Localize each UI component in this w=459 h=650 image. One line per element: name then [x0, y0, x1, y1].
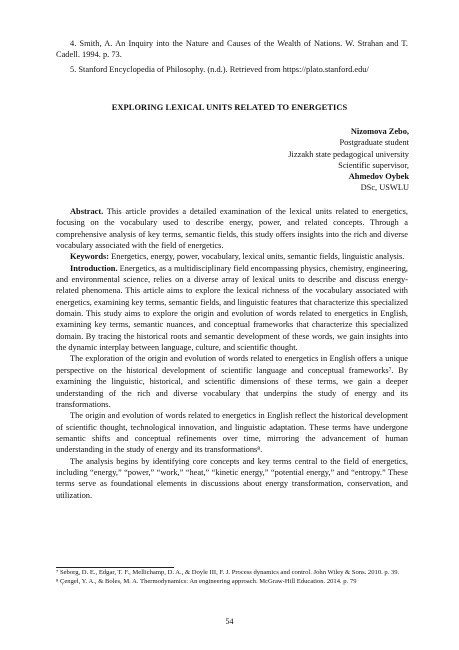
- author-university: Jizzakh state pedagogical university: [288, 149, 409, 159]
- author-name: Nizomova Zebo,: [350, 127, 409, 136]
- author-block: [288, 126, 409, 194]
- author-position: Postgraduate student: [339, 138, 409, 148]
- article-body: [56, 206, 408, 501]
- supervisor-name: Ahmedov Oybek: [348, 172, 409, 182]
- reference-item: 5. Stanford Encyclopedia of Philosophy. (n.d.). Retrieved from https://plato.stanford.edu/: [70, 64, 369, 74]
- keywords-text: Energetics, energy, power, vocabulary, lexical units, semantic fields, linguistic analysis.: [109, 252, 405, 262]
- footnotes: [56, 569, 408, 587]
- footnote-divider: [56, 567, 174, 568]
- reference-list: [56, 38, 408, 78]
- abstract-text: This article provides a detailed examination of the lexical units related to energetics, focusing on the vocabulary used to describe energy, power, and related concepts. Through a comprehensive analysis of key terms, semantic fields, this study offers insights into the rich and diverse vocabulary associated with the field of energetics.: [56, 207, 408, 251]
- abstract-label: Abstract.: [70, 207, 104, 216]
- supervisor-label: Scientific supervisor,: [338, 160, 409, 170]
- body-paragraph: The analysis begins by identifying core concepts and key terms central to the field of energetics, including “energy,” “power,” “work,” “heat,” “kinetic energy,” “potential energy,” and “entropy.” These terms serve as foundational elements in discussions about energy transformation, conservation, and utilization.: [56, 456, 408, 500]
- body-paragraph: The exploration of the origin and evolution of words related to energetics in English offers a unique perspective on the historical development of scientific language and conceptual frameworks⁷. By examining the linguistic, historical, and scientific dimensions of these terms, we gain a deeper understanding of the rich and diverse vocabulary that underpins the study of energy and its transformations.: [56, 354, 408, 409]
- introduction-label: Introduction.: [70, 263, 118, 273]
- keywords-label: Keywords:: [70, 252, 110, 262]
- page-number: 54: [225, 617, 234, 626]
- keywords-paragraph: [56, 251, 408, 262]
- body-paragraph: The origin and evolution of words related to energetics in English reflect the historical development of scientific thought, technological innovation, and linguistic adaptation. These terms have undergone semantic shifts and conceptual refinements over time, mirroring the advancement of human understanding in the study of energy and its transformations⁸.: [56, 411, 408, 455]
- introduction-paragraph: [56, 263, 408, 354]
- footnote-item: ⁸ Çengel, Y. A., & Boles, M. A. Thermodynamics: An engineering approach. McGraw-Hill Education. 2014. p. 79: [56, 577, 357, 585]
- footnote-item: ⁷ Seborg, D. E., Edgar, T. F., Mellichamp, D. A., & Doyle III, F. J. Process dynamics and control. John Wiley & Sons. 2010. p. 39.: [56, 569, 400, 576]
- abstract-paragraph: [56, 206, 408, 251]
- introduction-text: Energetics, as a multidisciplinary field encompassing physics, chemistry, engineering, and environmental science, relies on a diverse array of lexical units to describe and discuss energy-related phenomena. This article aims to explore the lexical richness of the vocabulary associated with energetics, examining key terms, semantic fields, and linguistic features that characterize this specialized domain. This study aims to explore the origin and evolution of words related to energetics in English, examining key terms, semantic nuances, and conceptual frameworks that characterize this specialized domain. By tracing the historical roots and semantic development of these words, we gain insights into the dynamic interplay between language, culture, and scientific thought.: [56, 263, 408, 353]
- article-title: EXPLORING LEXICAL UNITS RELATED TO ENERGETICS: [111, 103, 348, 112]
- supervisor-degree: DSc, USWLU: [360, 183, 409, 193]
- reference-item: 4. Smith, A. An Inquiry into the Nature and Causes of the Wealth of Nations. W. Strahan and T. Cadell. 1994. p. 73.: [56, 39, 408, 60]
